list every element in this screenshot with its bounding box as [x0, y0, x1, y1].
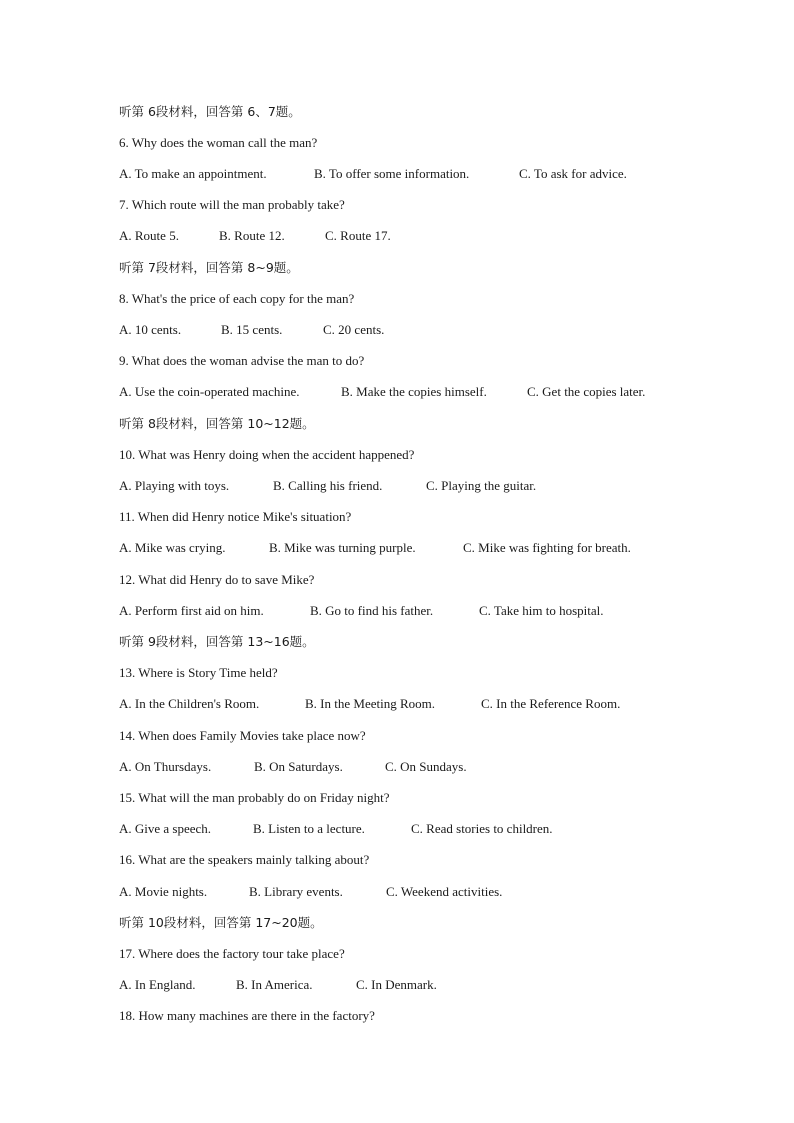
- option-c: C. Playing the guitar.: [426, 478, 537, 493]
- section-heading: 听第 6段材料，回答第 6、7题。: [119, 104, 301, 119]
- option-c: C. Get the copies later.: [527, 384, 646, 399]
- options-row: [119, 976, 679, 994]
- options-row: [119, 165, 679, 183]
- option-a: A. Playing with toys.: [119, 478, 230, 493]
- option-c: C. On Sundays.: [385, 759, 467, 774]
- options-row: [119, 602, 679, 620]
- options-row: [119, 758, 679, 776]
- section-heading: 听第 7段材料，回答第 8~9题。: [119, 260, 299, 275]
- question-text: 15. What will the man probably do on Friday night?: [119, 790, 390, 805]
- option-a: A. In England.: [119, 977, 196, 992]
- option-c: C. Mike was fighting for breath.: [463, 540, 631, 555]
- options-row: [119, 539, 679, 557]
- options-row: [119, 883, 679, 901]
- options-row: [119, 820, 679, 838]
- option-c: C. Take him to hospital.: [479, 603, 604, 618]
- option-b: B. Route 12.: [219, 228, 285, 243]
- question-text: 11. When did Henry notice Mike's situation?: [119, 509, 352, 524]
- option-b: B. Mike was turning purple.: [269, 540, 416, 555]
- options-row: [119, 227, 679, 245]
- section-heading: 听第 9段材料，回答第 13~16题。: [119, 634, 315, 649]
- option-c: C. 20 cents.: [323, 322, 385, 337]
- options-row: [119, 695, 679, 713]
- question-text: 6. Why does the woman call the man?: [119, 135, 318, 150]
- option-c: C. Read stories to children.: [411, 821, 553, 836]
- options-row: [119, 477, 679, 495]
- section-heading: 听第 10段材料，回答第 17~20题。: [119, 915, 323, 930]
- section-heading: 听第 8段材料，回答第 10~12题。: [119, 416, 315, 431]
- question-text: 10. What was Henry doing when the accident happened?: [119, 447, 415, 462]
- option-a: A. Mike was crying.: [119, 540, 226, 555]
- option-c: C. Route 17.: [325, 228, 391, 243]
- option-b: B. Calling his friend.: [273, 478, 383, 493]
- option-c: C. Weekend activities.: [386, 884, 503, 899]
- question-text: 16. What are the speakers mainly talking about?: [119, 852, 370, 867]
- option-a: A. To make an appointment.: [119, 166, 267, 181]
- option-b: B. 15 cents.: [221, 322, 283, 337]
- option-b: B. On Saturdays.: [254, 759, 343, 774]
- question-text: 17. Where does the factory tour take place?: [119, 946, 345, 961]
- option-a: A. Perform first aid on him.: [119, 603, 264, 618]
- question-text: 12. What did Henry do to save Mike?: [119, 572, 315, 587]
- question-text: 9. What does the woman advise the man to do?: [119, 353, 365, 368]
- option-b: B. Make the copies himself.: [341, 384, 487, 399]
- option-b: B. In the Meeting Room.: [305, 696, 435, 711]
- option-b: B. Listen to a lecture.: [253, 821, 365, 836]
- question-text: 14. When does Family Movies take place now?: [119, 728, 366, 743]
- option-b: B. Go to find his father.: [310, 603, 434, 618]
- option-a: A. Movie nights.: [119, 884, 208, 899]
- option-a: A. Use the coin-operated machine.: [119, 384, 300, 399]
- option-a: A. Route 5.: [119, 228, 179, 243]
- option-b: B. Library events.: [249, 884, 343, 899]
- options-row: [119, 321, 679, 339]
- options-row: [119, 383, 679, 401]
- option-c: C. In the Reference Room.: [481, 696, 621, 711]
- option-b: B. To offer some information.: [314, 166, 470, 181]
- question-text: 7. Which route will the man probably take?: [119, 197, 345, 212]
- option-b: B. In America.: [236, 977, 313, 992]
- option-a: A. In the Children's Room.: [119, 696, 260, 711]
- option-a: A. Give a speech.: [119, 821, 212, 836]
- question-text: 8. What's the price of each copy for the man?: [119, 291, 355, 306]
- option-a: A. 10 cents.: [119, 322, 182, 337]
- option-c: C. In Denmark.: [356, 977, 437, 992]
- question-text: 18. How many machines are there in the factory?: [119, 1008, 375, 1023]
- option-a: A. On Thursdays.: [119, 759, 212, 774]
- option-c: C. To ask for advice.: [519, 166, 627, 181]
- question-text: 13. Where is Story Time held?: [119, 665, 278, 680]
